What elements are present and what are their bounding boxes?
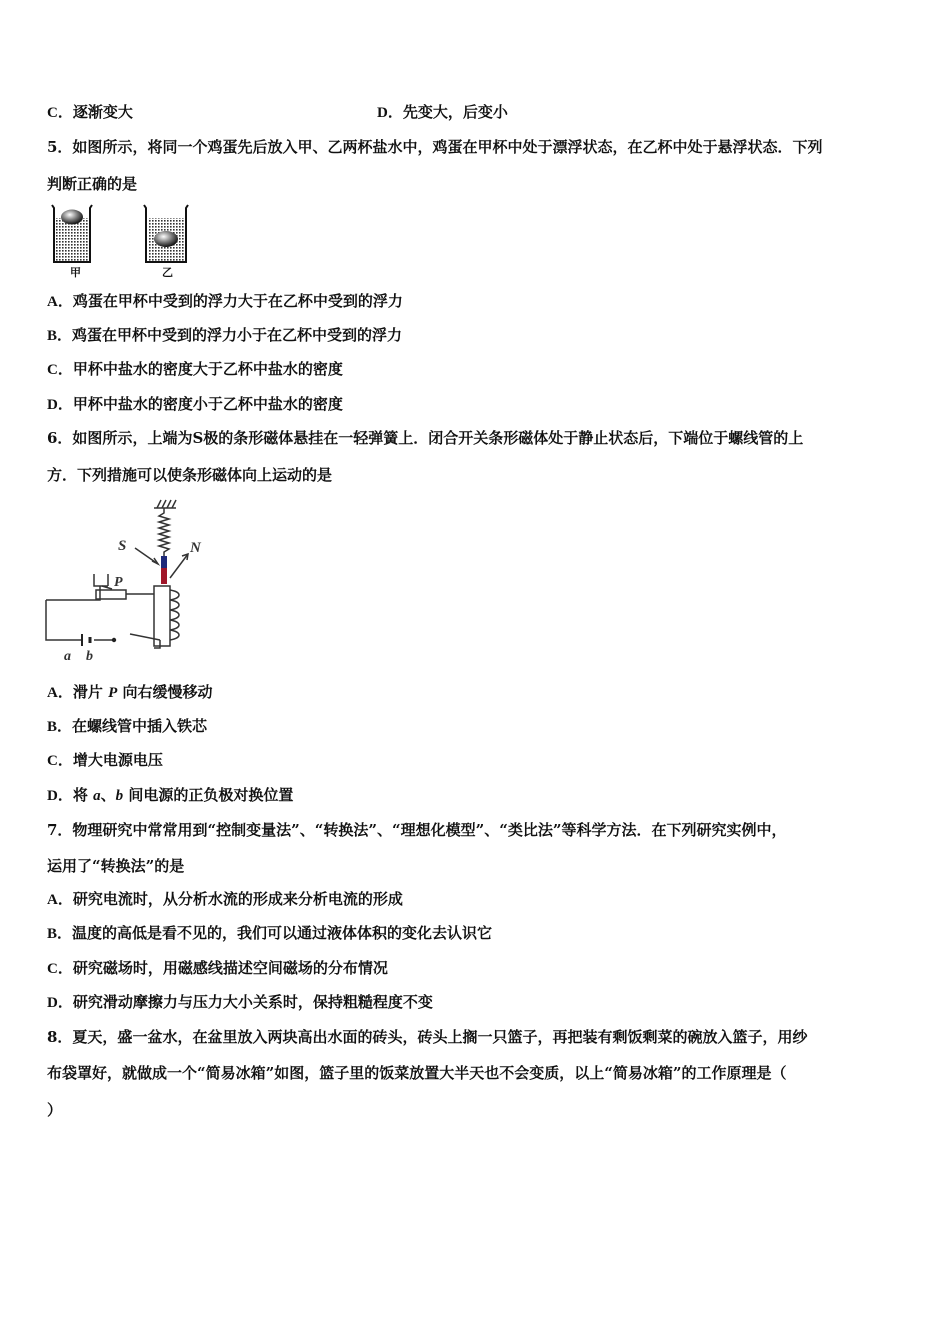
q7-option-d: [47, 992, 433, 1013]
option-label: C．: [47, 961, 73, 977]
option-text: 鸡蛋在甲杯中受到的浮力大于在乙杯中受到的浮力: [72, 292, 403, 310]
q7-stem-line2: 运用了“转换法”的是: [47, 857, 185, 875]
option-text-pre: 滑片: [72, 683, 109, 701]
magnet-north-half: [161, 556, 167, 568]
option-text: 温度的高低是看不见的，我们可以通过液体体积的变化去认识它: [72, 924, 493, 942]
q8-stem-line2: 布袋罩好，就做成一个“简易冰箱”如图，篮子里的饭菜放置大半天也不会变质，以上“简易冰箱”的工作原理是（: [47, 1064, 787, 1082]
q7-stem-line1: 7．物理研究中常常用到“控制变量法”、“转换法”、“理想化模型”、“类比法”等科学方法．在下列研究实例中，: [47, 821, 787, 839]
variable-p: P: [108, 685, 118, 701]
n-arrow: [170, 554, 188, 578]
option-label: A．: [47, 892, 73, 908]
option-label: D．: [377, 105, 403, 121]
option-text-pre: 将: [72, 786, 94, 804]
option-text: 增大电源电压: [72, 751, 163, 769]
solenoid-coil: [170, 590, 179, 640]
magnet-south-half: [161, 568, 167, 584]
q5-stem-line1: 5．如图所示，将同一个鸡蛋先后放入甲、乙两杯盐水中，鸡蛋在甲杯中处于漂浮状态，在乙杯中处于悬浮状态．下列: [47, 138, 823, 156]
spring: [159, 508, 169, 556]
label-s: S: [118, 538, 127, 554]
wire-top: [46, 586, 100, 600]
q4-option-c: [47, 102, 133, 123]
option-text: 在螺线管中插入铁芯: [72, 717, 208, 735]
q6-option-c: [47, 750, 163, 771]
option-text-post: 间电源的正负极对换位置: [123, 786, 294, 804]
option-label: B．: [47, 719, 73, 735]
option-label: B．: [47, 926, 73, 942]
option-text: 甲杯中盐水的密度小于乙杯中盐水的密度: [72, 395, 343, 413]
option-label: D．: [47, 995, 73, 1011]
q7-option-b: [47, 923, 492, 944]
option-text: 研究磁场时，用磁感线描述空间磁场的分布情况: [72, 959, 388, 977]
q5-option-d: [47, 394, 343, 415]
label-p: P: [114, 575, 123, 590]
solenoid: [154, 586, 170, 646]
wire-left: [46, 600, 82, 640]
q6-stem-line2: 方．下列措施可以使条形磁体向上运动的是: [47, 466, 333, 484]
option-text: 研究滑动摩擦力与压力大小关系时，保持粗糙程度不变: [72, 993, 433, 1011]
option-label: B．: [47, 328, 73, 344]
option-label: C．: [47, 362, 73, 378]
q5-beaker-figure: [44, 202, 204, 278]
switch-blade: [130, 634, 160, 640]
option-label: D．: [47, 788, 73, 804]
option-label: A．: [47, 294, 73, 310]
q6-option-a: [47, 682, 212, 703]
q6-circuit-figure: [42, 498, 222, 670]
q7-option-c: [47, 958, 388, 979]
label-n: N: [190, 540, 201, 556]
q4-option-d: [377, 102, 508, 123]
egg-floating: [61, 210, 83, 225]
option-label: A．: [47, 685, 73, 701]
q6-option-b: [47, 716, 207, 737]
egg-suspended: [154, 231, 178, 247]
q5-option-c: [47, 359, 343, 380]
q5-option-b: [47, 325, 402, 346]
variable-a: a: [93, 788, 101, 804]
option-text: 先变大，后变小: [402, 103, 508, 121]
option-text: 甲杯中盐水的密度大于乙杯中盐水的密度: [72, 360, 343, 378]
q5-stem-line2: 判断正确的是: [47, 175, 138, 193]
beaker-left-label: 甲: [70, 266, 81, 278]
beaker-right: [144, 205, 188, 262]
q5-option-a: [47, 291, 403, 312]
option-text-mid: 、: [100, 786, 116, 804]
q6-stem-line1: 6．如图所示，上端为S极的条形磁体悬挂在一轻弹簧上．闭合开关条形磁体处于静止状态后，下端位于螺线管的上: [47, 429, 804, 447]
q6-option-d: [47, 785, 293, 806]
option-text: 鸡蛋在甲杯中受到的浮力小于在乙杯中受到的浮力: [72, 326, 403, 344]
label-b: b: [86, 649, 93, 664]
option-text-post: 向右缓慢移动: [117, 683, 213, 701]
option-label: C．: [47, 105, 73, 121]
variable-b: b: [115, 788, 124, 804]
option-label: D．: [47, 397, 73, 413]
q7-option-a: [47, 889, 403, 910]
option-label: C．: [47, 753, 73, 769]
q8-stem-line3: ）: [47, 1101, 63, 1119]
switch-contact: [112, 638, 116, 642]
q8-stem-line1: 8．夏天，盛一盆水，在盆里放入两块高出水面的砖头，砖头上搁一只篮子，再把装有剩饭剩菜的碗放入篮子，用纱: [47, 1028, 808, 1046]
label-a: a: [64, 649, 71, 664]
beaker-right-label: 乙: [162, 266, 173, 278]
option-text: 逐渐变大: [72, 103, 133, 121]
option-text: 研究电流时，从分析水流的形成来分析电流的形成: [72, 890, 403, 908]
beaker-left: [52, 205, 92, 262]
